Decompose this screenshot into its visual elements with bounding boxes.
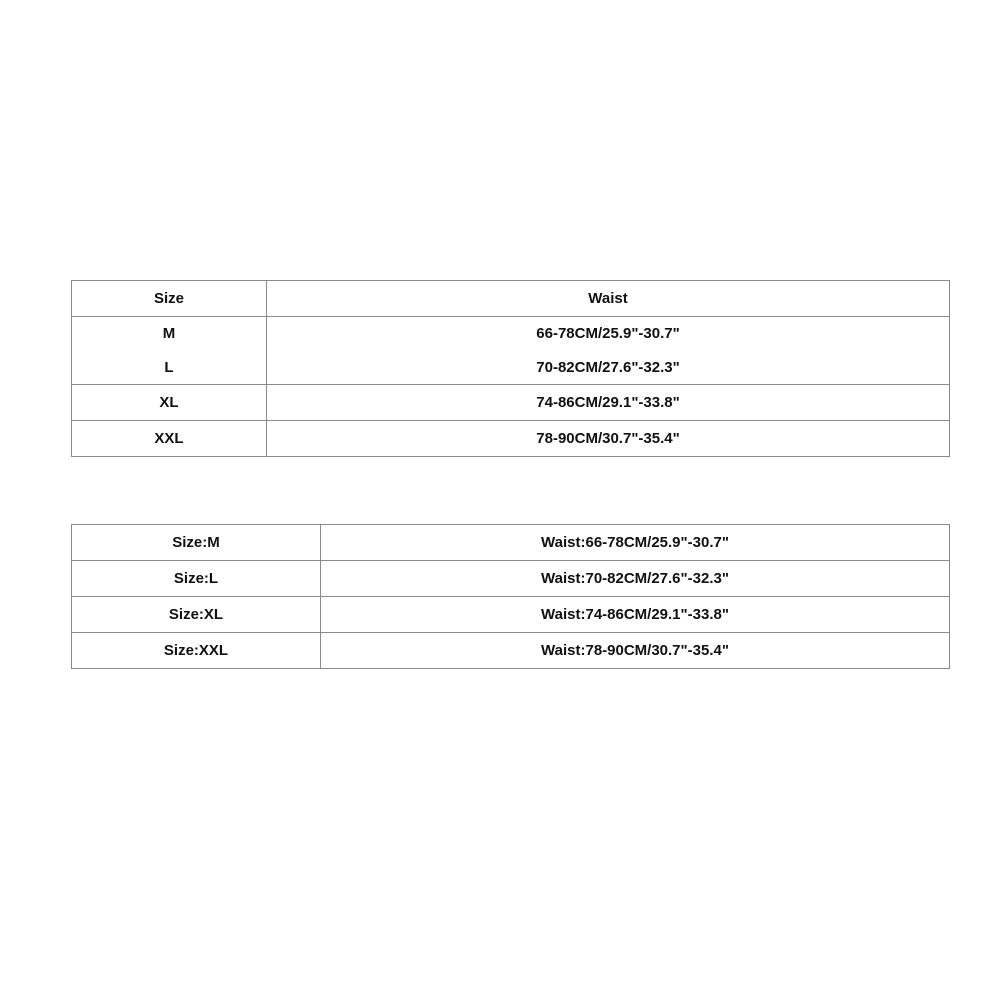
waist-cell: 74-86CM/29.1"-33.8": [267, 385, 950, 421]
waist-cell: 66-78CM/25.9"-30.7": [267, 317, 950, 351]
table-row: [72, 385, 950, 421]
waist-cell: Waist:70-82CM/27.6"-32.3": [321, 561, 950, 597]
table-row: [72, 350, 950, 385]
table-row: [72, 421, 950, 457]
size-cell: M: [72, 317, 267, 351]
size-cell: Size:XL: [72, 597, 321, 633]
size-cell: XXL: [72, 421, 267, 457]
waist-cell: 70-82CM/27.6"-32.3": [267, 350, 950, 385]
size-cell: Size:XXL: [72, 633, 321, 669]
waist-cell: Waist:78-90CM/30.7"-35.4": [321, 633, 950, 669]
size-column-header: Size: [72, 281, 267, 317]
table-row: [72, 525, 950, 561]
table-row: [72, 561, 950, 597]
waist-cell: Waist:74-86CM/29.1"-33.8": [321, 597, 950, 633]
waist-cell: Waist:66-78CM/25.9"-30.7": [321, 525, 950, 561]
size-cell: XL: [72, 385, 267, 421]
size-cell: L: [72, 350, 267, 385]
size-cell: Size:L: [72, 561, 321, 597]
table-row: [72, 597, 950, 633]
waist-cell: 78-90CM/30.7"-35.4": [267, 421, 950, 457]
table-row: [72, 633, 950, 669]
waist-column-header: Waist: [267, 281, 950, 317]
table-row: [72, 317, 950, 351]
size-chart-table-secondary: [71, 524, 950, 669]
size-cell: Size:M: [72, 525, 321, 561]
size-chart-table-primary: [71, 280, 950, 457]
table-header-row: [72, 281, 950, 317]
